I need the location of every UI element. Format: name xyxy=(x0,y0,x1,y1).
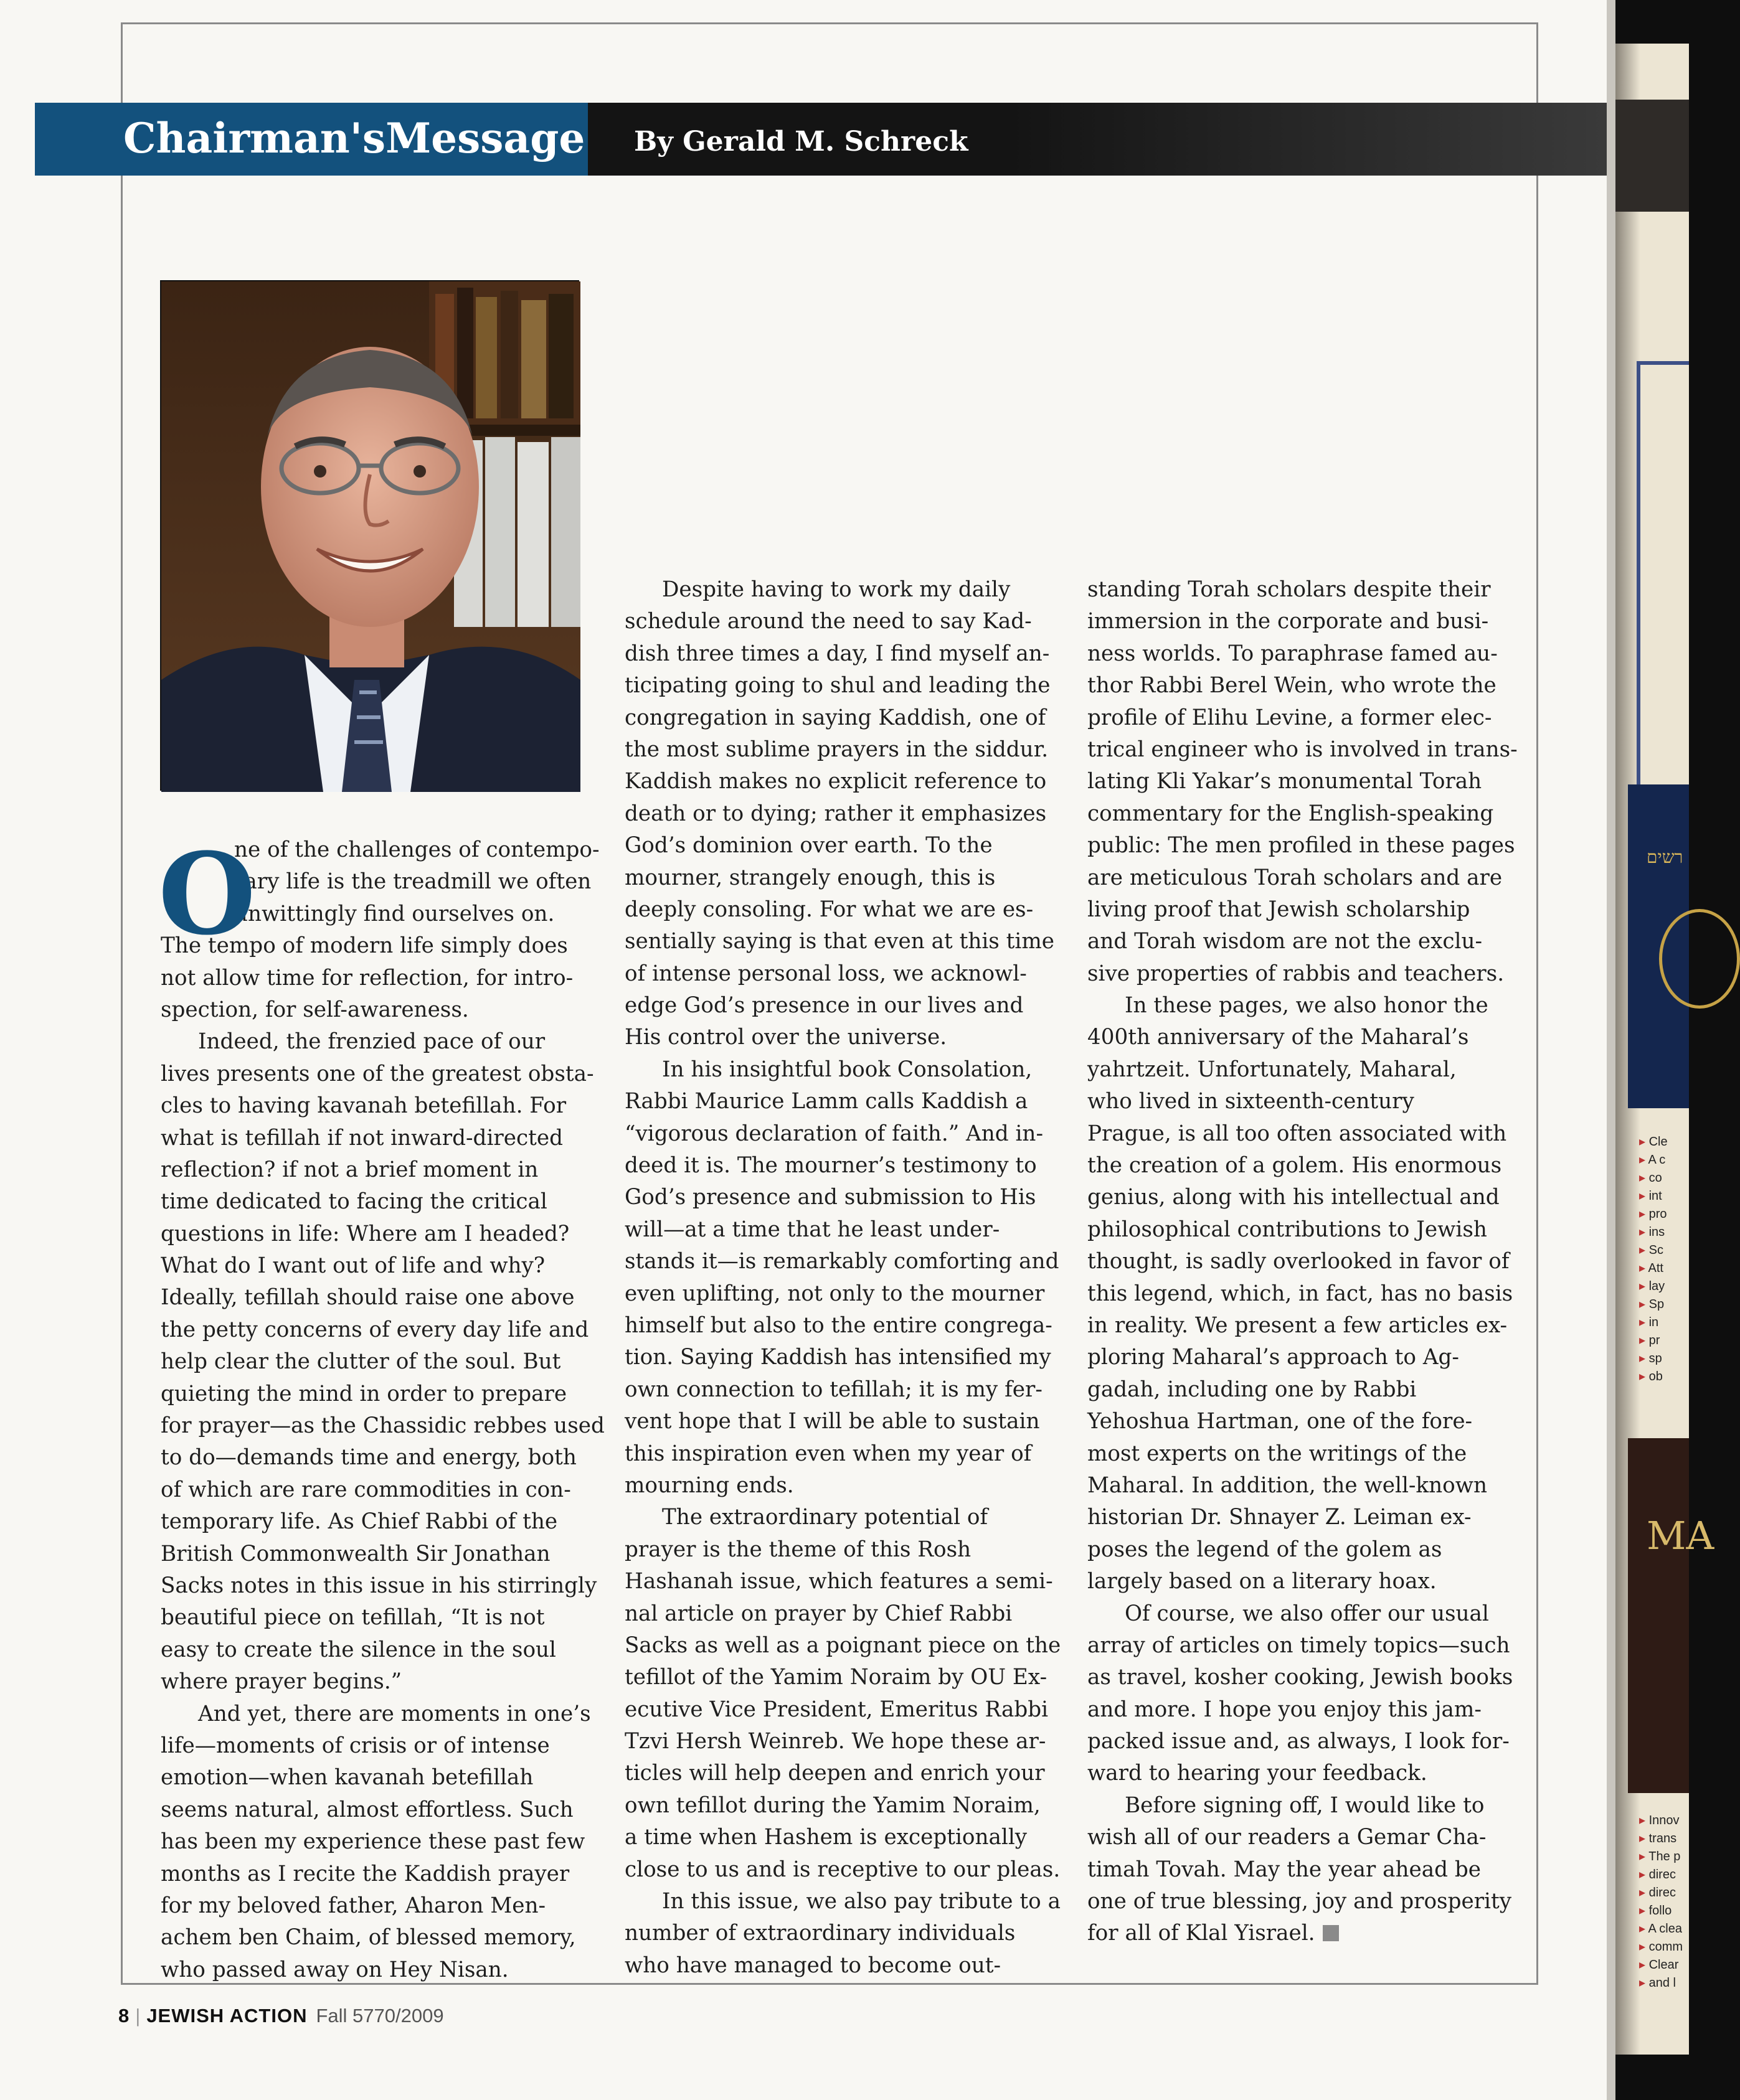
article-line: cles to having kavanah betefillah. For xyxy=(161,1093,567,1119)
article-line: God’s dominion over earth. To the xyxy=(625,833,993,859)
magazine-name: JEWISH ACTION xyxy=(146,2005,308,2027)
article-line: 400th anniversary of the Maharal’s xyxy=(1087,1025,1469,1050)
article-line: what is tefillah if not inward-directed xyxy=(161,1125,563,1151)
article-line: are meticulous Torah scholars and are xyxy=(1087,865,1503,890)
article-line: death or to dying; rather it emphasizes xyxy=(625,801,1047,826)
article-line: In his insightful book Consolation, xyxy=(662,1057,1033,1082)
article-line: genius, along with his intellectual and xyxy=(1087,1185,1500,1210)
article-line: Tzvi Hersh Weinreb. We hope these ar- xyxy=(625,1729,1046,1754)
article-line: one of true blessing, joy and prosperity xyxy=(1087,1889,1512,1914)
article-line: dish three times a day, I find myself an- xyxy=(625,641,1050,666)
article-line: Rabbi Maurice Lamm calls Kaddish a xyxy=(625,1089,1028,1114)
article-line: own tefillot during the Yamim Noraim, xyxy=(625,1792,1041,1818)
article-line: Kaddish makes no explicit reference to xyxy=(625,769,1047,794)
article-line: help clear the clutter of the soul. But xyxy=(161,1349,561,1375)
article-line: sive properties of rabbis and teachers. xyxy=(1087,961,1505,986)
article-line: himself but also to the entire congrega- xyxy=(625,1312,1052,1338)
adjacent-list-item: ▸ lay xyxy=(1639,1279,1665,1293)
article-line: of which are rare commodities in con- xyxy=(161,1477,571,1502)
article-line: ploring Maharal’s approach to Ag- xyxy=(1087,1345,1459,1370)
article-line: rary life is the treadmill we often xyxy=(234,869,592,895)
article-line: for prayer—as the Chassidic rebbes used xyxy=(161,1413,605,1439)
adjacent-list-item: ▸ co xyxy=(1639,1171,1662,1185)
adjacent-list-item: ▸ Innov xyxy=(1639,1814,1680,1827)
article-line: poses the legend of the golem as xyxy=(1087,1537,1442,1562)
adjacent-page xyxy=(1615,44,1714,2055)
article-line: not allow time for reflection, for intro- xyxy=(161,965,574,991)
article-line: And yet, there are moments in one’s xyxy=(198,1701,591,1726)
book-emblem xyxy=(1659,909,1740,1009)
article-line: deed it is. The mourner’s testimony to xyxy=(625,1153,1037,1179)
article-line: life—moments of crisis or of intense xyxy=(161,1733,550,1758)
adjacent-list-item: ▸ pr xyxy=(1639,1334,1660,1347)
article-line: commentary for the English-speaking xyxy=(1087,801,1494,826)
article-line: Ideally, tefillah should raise one above xyxy=(161,1285,575,1311)
article-line: array of articles on timely topics—such xyxy=(1087,1632,1510,1658)
article-line: yahrtzeit. Unfortunately, Maharal, xyxy=(1087,1057,1457,1082)
article-line: own connection to tefillah; it is my fer- xyxy=(625,1377,1043,1402)
adjacent-list-item: ▸ A c xyxy=(1639,1153,1666,1167)
adjacent-list-item: ▸ trans xyxy=(1639,1832,1677,1845)
adjacent-list-item: ▸ comm xyxy=(1639,1940,1683,1954)
adjacent-list-item: ▸ direc xyxy=(1639,1868,1676,1881)
article-line: prayer is the theme of this Rosh xyxy=(625,1537,972,1562)
drop-cap: O xyxy=(158,829,256,960)
article-line: ward to hearing your feedback. xyxy=(1087,1761,1427,1786)
article-line: thor Rabbi Berel Wein, who wrote the xyxy=(1087,673,1496,699)
article-line: public: The men profiled in these pages xyxy=(1087,833,1515,859)
article-line: Of course, we also offer our usual xyxy=(1125,1601,1489,1626)
adjacent-list-item: ▸ sp xyxy=(1639,1352,1662,1365)
article-line: number of extraordinary individuals xyxy=(625,1921,1016,1946)
article-line: even uplifting, not only to the mourner xyxy=(625,1281,1045,1306)
book-cover-title: MA xyxy=(1647,1513,1714,1558)
article-line: profile of Elihu Levine, a former elec- xyxy=(1087,705,1492,730)
article-line: easy to create the silence in the soul xyxy=(161,1637,556,1662)
adjacent-list-item: ▸ Sc xyxy=(1639,1243,1663,1257)
article-line: mourning ends. xyxy=(625,1472,794,1498)
article-line: lating Kli Yakar’s monumental Torah xyxy=(1087,769,1482,794)
article-column-2 xyxy=(625,574,1061,1982)
issue-date: Fall 5770/2009 xyxy=(316,2005,444,2027)
adjacent-list-item: ▸ Att xyxy=(1639,1261,1663,1275)
article-line: to do—demands time and energy, both xyxy=(161,1445,577,1471)
article-line: Sacks notes in this issue in his stirringly xyxy=(161,1573,597,1598)
article-column-1 xyxy=(158,829,605,1986)
article-line: the most sublime prayers in the siddur. xyxy=(625,737,1049,762)
article-line: tefillot of the Yamim Noraim by OU Ex- xyxy=(625,1665,1047,1690)
article-line: reflection? if not a brief moment in xyxy=(161,1157,539,1182)
article-line: Yehoshua Hartman, one of the fore- xyxy=(1087,1409,1473,1434)
article-line: In these pages, we also honor the xyxy=(1125,993,1488,1019)
byline: By Gerald M. Schreck xyxy=(634,126,968,158)
article-line: nal article on prayer by Chief Rabbi xyxy=(625,1601,1013,1626)
article-line: and more. I hope you enjoy this jam- xyxy=(1087,1697,1482,1722)
article-line: His control over the universe. xyxy=(625,1025,947,1050)
article-line: time dedicated to facing the critical xyxy=(161,1189,547,1215)
article-line: and Torah wisdom are not the exclu- xyxy=(1087,929,1483,954)
article-line: achem ben Chaim, of blessed memory, xyxy=(161,1925,576,1951)
article-line: standing Torah scholars despite their xyxy=(1087,577,1491,602)
adjacent-bullet-list xyxy=(1639,1133,1668,1386)
article-line: thought, is sadly overlooked in favor of xyxy=(1087,1249,1510,1274)
article-line: ne of the challenges of contempo- xyxy=(234,837,600,862)
article-line: packed issue and, as always, I look for- xyxy=(1087,1729,1510,1754)
article-line: spection, for self-awareness. xyxy=(161,997,469,1022)
article-line: mourner, strangely enough, this is xyxy=(625,865,996,890)
article-line: this inspiration even when my year of xyxy=(625,1441,1032,1466)
article-line: philosophical contributions to Jewish xyxy=(1087,1217,1487,1242)
article-line: gadah, including one by Rabbi xyxy=(1087,1377,1417,1402)
article-line: in reality. We present a few articles ex- xyxy=(1087,1312,1508,1338)
adjacent-list-item: ▸ Cle xyxy=(1639,1135,1668,1149)
article-line: temporary life. As Chief Rabbi of the xyxy=(161,1509,558,1535)
article-line: Despite having to work my daily xyxy=(662,577,1011,602)
article-line: unwittingly find ourselves on. xyxy=(234,901,555,926)
author-photo xyxy=(160,280,579,791)
article-line: British Commonwealth Sir Jonathan xyxy=(161,1541,551,1566)
article-line: largely based on a literary hoax. xyxy=(1087,1569,1437,1594)
article-line: lives presents one of the greatest obsta- xyxy=(161,1061,594,1086)
article-line: God’s presence and submission to His xyxy=(625,1185,1036,1210)
article-column-3 xyxy=(1087,574,1530,1950)
article-line: this legend, which, in fact, has no basis xyxy=(1087,1281,1513,1306)
adjacent-header-bar xyxy=(1615,100,1689,212)
page-number: 8 xyxy=(118,2005,130,2027)
book-cover-ad xyxy=(1628,784,1689,1108)
article-line: Before signing off, I would like to xyxy=(1125,1792,1485,1818)
article-line: Prague, is all too often associated with xyxy=(1087,1121,1507,1146)
adjacent-list-item: ▸ pro xyxy=(1639,1207,1667,1221)
article-line: for my beloved father, Aharon Men- xyxy=(161,1893,546,1918)
article-line: where prayer begins.” xyxy=(161,1669,402,1695)
article-line: most experts on the writings of the xyxy=(1087,1441,1467,1466)
adjacent-list-item: ▸ Sp xyxy=(1639,1297,1665,1311)
article-line: Indeed, the frenzied pace of our xyxy=(198,1029,546,1055)
page-footer xyxy=(118,2005,444,2027)
article-line: close to us and is receptive to our pleas. xyxy=(625,1857,1061,1882)
footer-divider: | xyxy=(135,2005,141,2027)
article-line: will—at a time that he least under- xyxy=(625,1217,1000,1242)
adjacent-list-item: ▸ direc xyxy=(1639,1886,1676,1900)
adjacent-list-item: ▸ The p xyxy=(1639,1850,1681,1863)
article-line: immersion in the corporate and busi- xyxy=(1087,609,1489,634)
adjacent-bullet-list xyxy=(1639,1812,1683,1992)
article-line: who lived in sixteenth-century xyxy=(1087,1089,1414,1114)
portrait-illustration xyxy=(161,281,580,792)
article-line: trical engineer who is involved in trans- xyxy=(1087,737,1518,762)
article-line: Sacks as well as a poignant piece on the xyxy=(625,1632,1061,1658)
article-line: who have managed to become out- xyxy=(625,1952,1001,1978)
article-line: ticipating going to shul and leading the xyxy=(625,673,1051,699)
article-line: The tempo of modern life simply does xyxy=(161,933,568,959)
book-cover-ad xyxy=(1628,1438,1714,1793)
article-line: stands it—is remarkably comforting and xyxy=(625,1249,1059,1274)
article-line: edge God’s presence in our lives and xyxy=(625,993,1024,1019)
adjacent-list-item: ▸ Clear xyxy=(1639,1958,1679,1972)
article-line: seems natural, almost effortless. Such xyxy=(161,1797,574,1822)
article-line: Hashanah issue, which features a semi- xyxy=(625,1569,1053,1594)
adjacent-rule xyxy=(1637,361,1689,365)
article-line: Maharal. In addition, the well-known xyxy=(1087,1472,1488,1498)
section-title: Chairman'sMessage xyxy=(123,114,585,162)
article-line: vent hope that I will be able to sustain xyxy=(625,1409,1040,1434)
article-line: questions in life: Where am I headed? xyxy=(161,1221,570,1246)
adjacent-list-item: ▸ in xyxy=(1639,1316,1659,1329)
article-line: the petty concerns of every day life and xyxy=(161,1317,589,1342)
adjacent-list-item: ▸ int xyxy=(1639,1189,1662,1203)
article-line: a time when Hashem is exceptionally xyxy=(625,1825,1028,1850)
article-line: deeply consoling. For what we are es- xyxy=(625,897,1034,922)
article-line: has been my experience these past few xyxy=(161,1829,585,1855)
article-line: of intense personal loss, we acknowl- xyxy=(625,961,1027,986)
book-cover-title: רשים xyxy=(1647,847,1683,867)
article-line: historian Dr. Shnayer Z. Leiman ex- xyxy=(1087,1505,1472,1530)
article-line: as travel, kosher cooking, Jewish books xyxy=(1087,1665,1513,1690)
article-line: ecutive Vice President, Emeritus Rabbi xyxy=(625,1697,1049,1722)
article-line: ticles will help deepen and enrich your xyxy=(625,1761,1045,1786)
adjacent-list-item: ▸ follo xyxy=(1639,1904,1672,1918)
article-line: who passed away on Hey Nisan. xyxy=(161,1957,509,1982)
adjacent-list-item: ▸ and l xyxy=(1639,1976,1676,1990)
article-line: The extraordinary potential of xyxy=(662,1505,988,1530)
article-line: What do I want out of life and why? xyxy=(161,1253,546,1279)
article-line: the creation of a golem. His enormous xyxy=(1087,1153,1502,1179)
article-line: congregation in saying Kaddish, one of xyxy=(625,705,1046,730)
article-line: In this issue, we also pay tribute to a xyxy=(662,1889,1061,1914)
article-line: sentially saying is that even at this time xyxy=(625,929,1055,954)
article-line: ness worlds. To paraphrase famed au- xyxy=(1087,641,1498,666)
article-line: schedule around the need to say Kad- xyxy=(625,609,1032,634)
page-edge xyxy=(1607,0,1615,2100)
article-line: “vigorous declaration of faith.” And in- xyxy=(625,1121,1043,1146)
article-line: timah Tovah. May the year ahead be xyxy=(1087,1857,1481,1882)
article-line: living proof that Jewish scholarship xyxy=(1087,897,1470,922)
article-line: quieting the mind in order to prepare xyxy=(161,1381,567,1406)
article-line: beautiful piece on tefillah, “It is not xyxy=(161,1605,545,1631)
adjacent-list-item: ▸ A clea xyxy=(1639,1922,1682,1936)
article-line: tion. Saying Kaddish has intensified my xyxy=(625,1345,1051,1370)
adjacent-list-item: ▸ ob xyxy=(1639,1370,1663,1383)
article-line: emotion—when kavanah betefillah xyxy=(161,1765,534,1791)
article-line: months as I recite the Kaddish prayer xyxy=(161,1861,570,1886)
article-line: for all of Klal Yisrael. xyxy=(1087,1918,1530,1949)
adjacent-list-item: ▸ ins xyxy=(1639,1225,1665,1239)
article-line: wish all of our readers a Gemar Cha- xyxy=(1087,1825,1487,1850)
end-mark xyxy=(1323,1925,1339,1941)
